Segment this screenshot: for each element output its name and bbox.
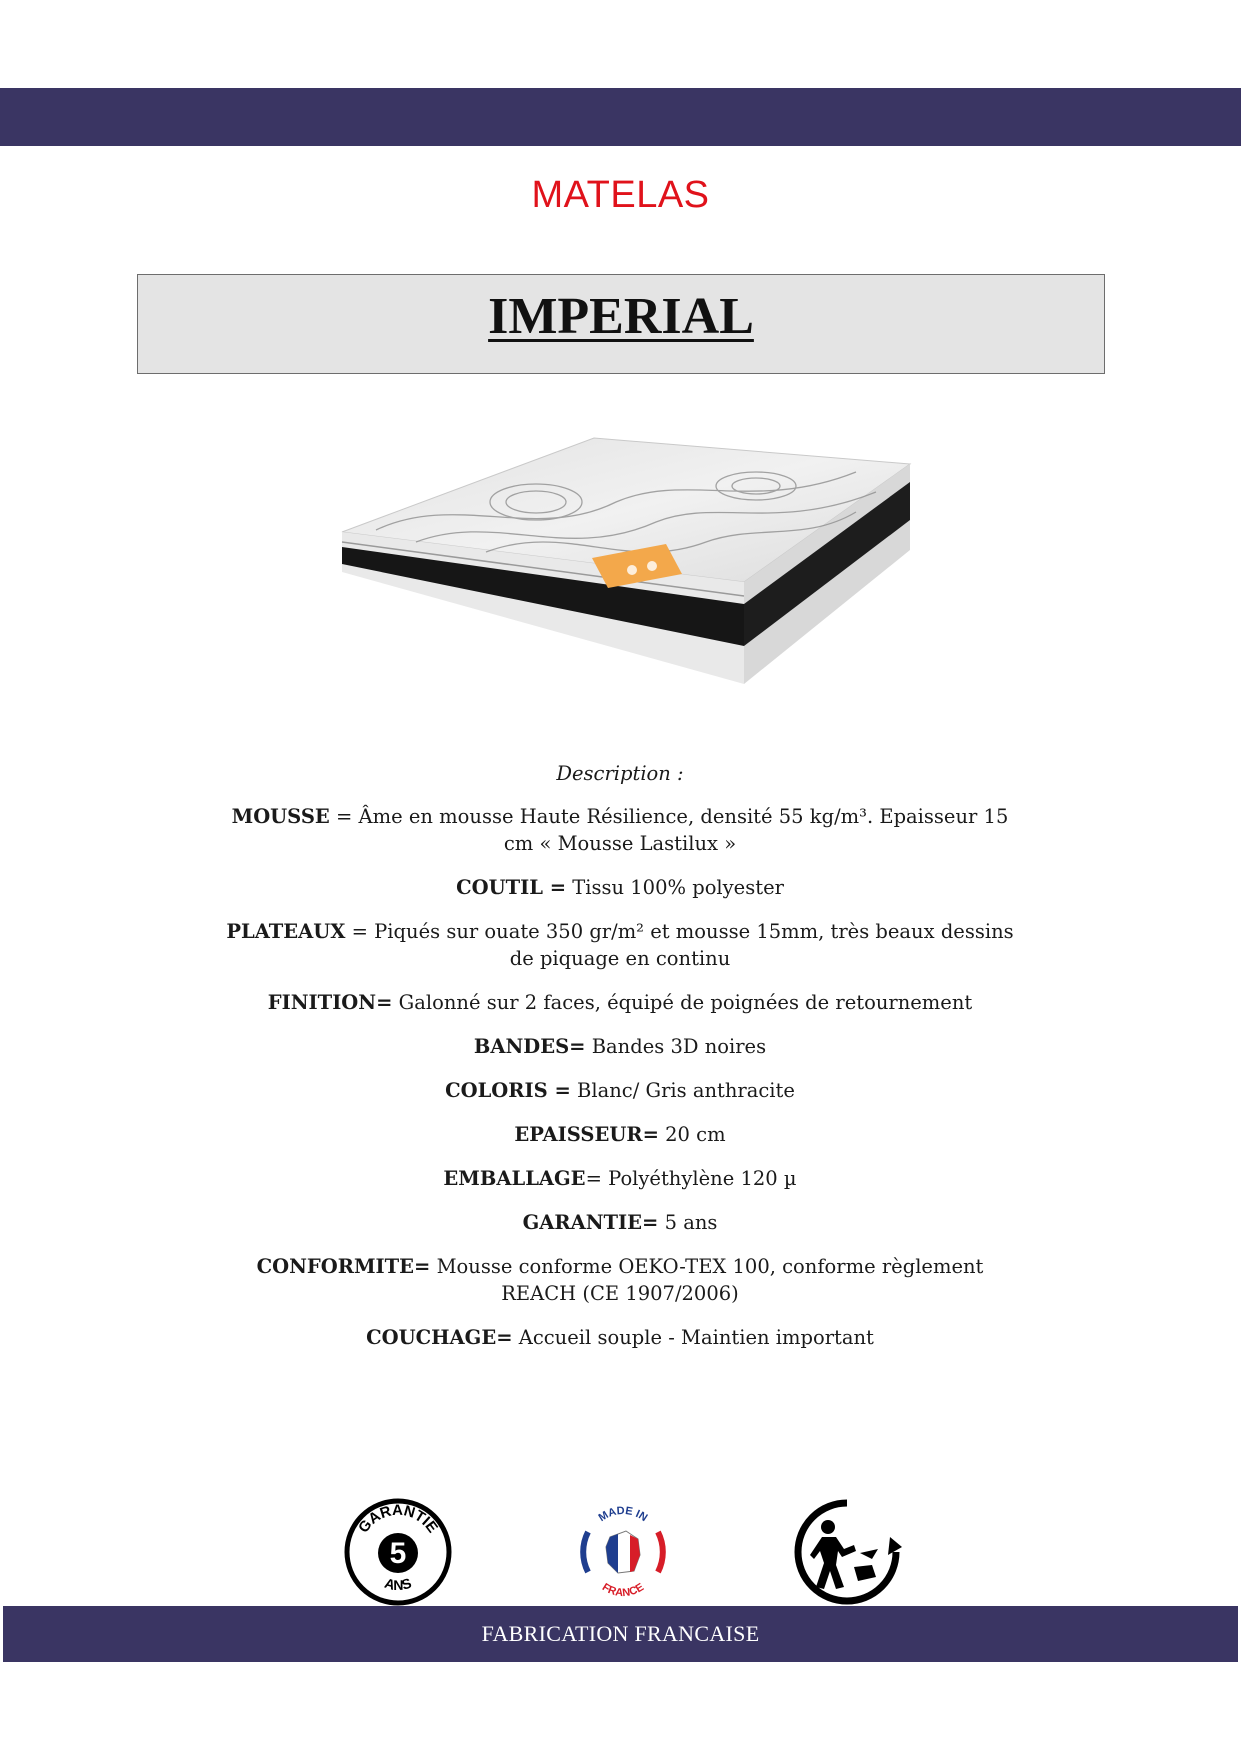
spec-text: Bandes 3D noires [591, 1035, 767, 1058]
spec-text: Tissu 100% polyester [572, 876, 784, 899]
spec-label: GARANTIE= [522, 1211, 659, 1234]
spec-separator: = [345, 920, 375, 943]
spec-label: FINITION= [267, 991, 393, 1014]
spec-text: 20 cm [665, 1123, 726, 1146]
spec-plateaux [220, 918, 1020, 972]
spec-text: Blanc/ Gris anthracite [577, 1079, 795, 1102]
spec-bandes [220, 1033, 1020, 1060]
svg-text:MADE IN [597, 1505, 650, 1524]
badges-row [0, 1497, 1241, 1607]
title-box [137, 274, 1105, 374]
spec-text: Galonné sur 2 faces, équipé de poignées de retournement [398, 991, 973, 1014]
spec-label: BANDES= [473, 1035, 586, 1058]
spec-finition [220, 989, 1020, 1016]
garantie-badge-number: 5 [389, 1537, 407, 1570]
spec-label: CONFORMITE= [256, 1255, 431, 1278]
spec-text: Accueil souple - Maintien important [518, 1326, 874, 1349]
spec-coloris [220, 1077, 1020, 1104]
spec-text: Polyéthylène 120 µ [608, 1167, 797, 1190]
spec-garantie [220, 1209, 1020, 1236]
spec-conformite [220, 1253, 1020, 1307]
made-in-badge-bottom-text: FRANCE [599, 1581, 647, 1600]
footer-text: FABRICATION FRANCAISE [481, 1621, 760, 1646]
spec-couchage [220, 1324, 1020, 1351]
garantie-badge-top-text: GARANTIE [355, 1501, 441, 1537]
description-block [220, 760, 1020, 1368]
mattress-image [336, 432, 916, 692]
spec-mousse [220, 803, 1020, 857]
spec-text: Âme en mousse Haute Résilience, densité 55 kg/m³. Epaisseur 15 cm « Mousse Lastilux » [358, 805, 1009, 855]
made-in-badge-top-text: MADE IN [596, 1504, 650, 1525]
spec-separator: = [585, 1167, 609, 1190]
spec-label: EMBALLAGE [443, 1167, 586, 1190]
spec-text: Piqués sur ouate 350 gr/m² et mousse 15mm, très beaux dessins de piquage en continu [374, 920, 1014, 970]
spec-coutil [220, 874, 1020, 901]
spec-epaisseur [220, 1121, 1020, 1148]
product-title: IMPERIAL [488, 288, 754, 345]
spec-separator: = [329, 805, 359, 828]
spec-text: 5 ans [664, 1211, 718, 1234]
made-in-france-badge [568, 1497, 678, 1607]
spec-label: COUTIL = [456, 876, 567, 899]
spec-label: EPAISSEUR= [514, 1123, 659, 1146]
spec-label: PLATEAUX [226, 920, 346, 943]
spec-text: Mousse conforme OEKO-TEX 100, conforme règlement REACH (CE 1907/2006) [436, 1255, 984, 1305]
spec-label: COLORIS = [445, 1079, 571, 1102]
garantie-5-ans-badge [343, 1497, 453, 1607]
triman-recycling-icon [792, 1497, 902, 1607]
svg-text:FRANCE [600, 1581, 646, 1599]
svg-text:ANS [383, 1575, 414, 1593]
spec-label: COUCHAGE= [366, 1326, 513, 1349]
spec-label: MOUSSE [231, 805, 330, 828]
spec-emballage [220, 1165, 1020, 1192]
category-label: MATELAS [531, 174, 710, 216]
footer-band [3, 1606, 1238, 1662]
top-band [0, 88, 1241, 146]
garantie-badge-bottom-text: ANS [382, 1574, 414, 1594]
description-heading: Description : [556, 762, 684, 785]
